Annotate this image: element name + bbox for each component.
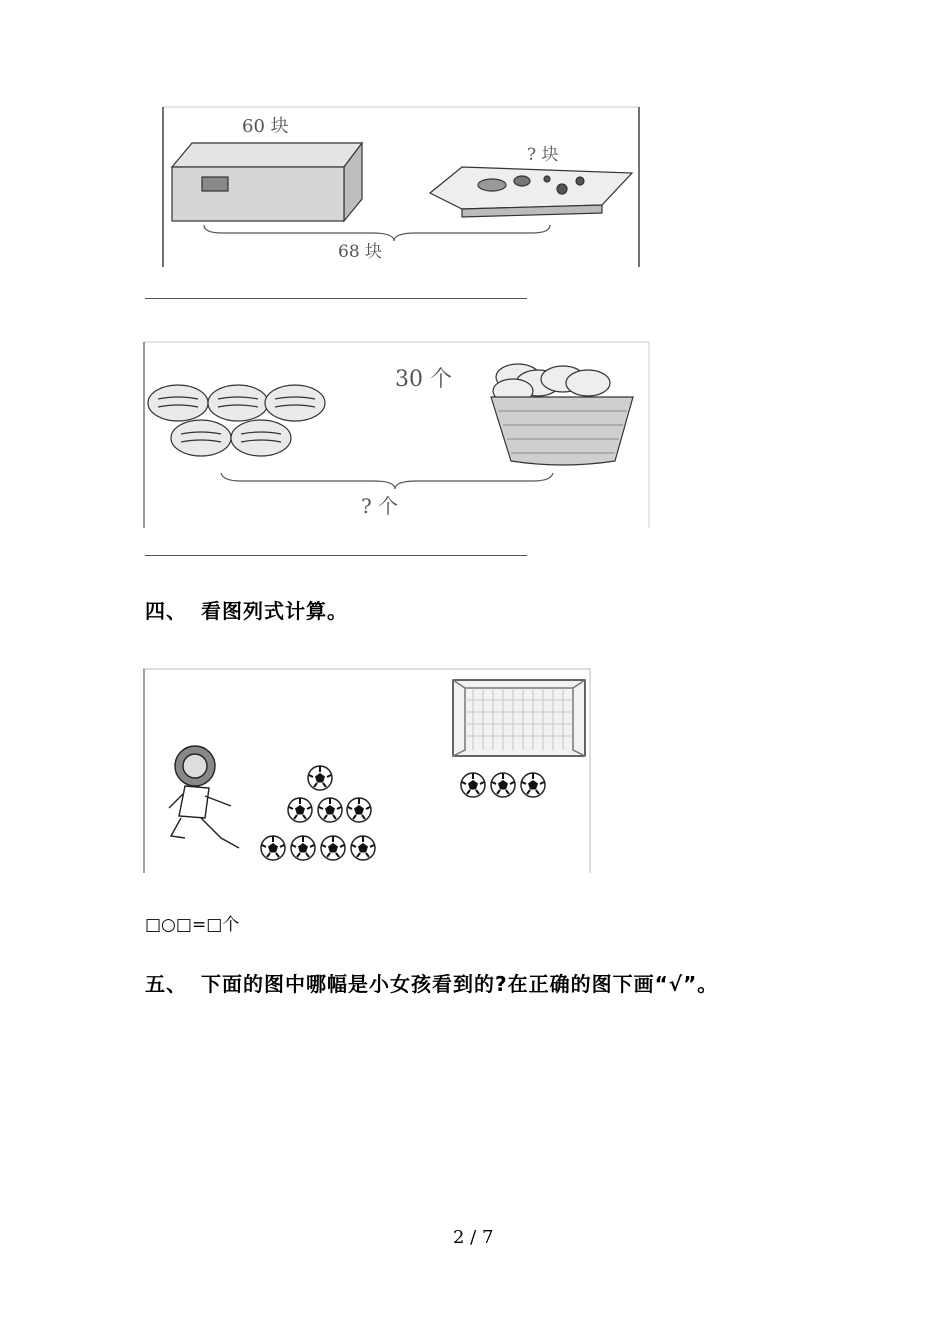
figure-soccer xyxy=(143,668,591,873)
section-4-heading xyxy=(145,595,348,624)
answer-line-1[interactable] xyxy=(145,298,527,299)
figure-soccer-drawing xyxy=(143,668,591,873)
total-quantity-label: ? 个 xyxy=(361,494,399,518)
figure-melons-basket xyxy=(143,341,650,528)
section-4-title: 看图列式计算。 xyxy=(201,599,348,623)
figure-melons-basket-drawing xyxy=(143,341,650,528)
total-brace xyxy=(204,225,550,241)
total-quantity-label: 68 块 xyxy=(338,242,383,262)
answer-line-2[interactable] xyxy=(145,555,527,556)
basket-quantity-label: 30 个 xyxy=(395,367,452,392)
section-4-number: 四、 xyxy=(145,599,187,623)
answer-formula[interactable]: □○□=□个 xyxy=(145,915,240,935)
page-number: 2 / 7 xyxy=(453,1227,494,1248)
loose-melons xyxy=(148,385,325,456)
box-illustration xyxy=(172,143,362,221)
balls-in-goal xyxy=(461,773,545,797)
total-brace xyxy=(221,473,553,489)
tray-quantity-label: ? 块 xyxy=(527,145,559,165)
figure-box-tray xyxy=(162,105,640,267)
ball-triangle xyxy=(261,766,375,860)
boy-kicking-icon xyxy=(169,746,239,848)
box-quantity-label: 60 块 xyxy=(242,116,289,137)
section-5-number: 五、 xyxy=(145,972,187,996)
section-5-title: 下面的图中哪幅是小女孩看到的?在正确的图下画“√”。 xyxy=(201,972,719,996)
tray-illustration xyxy=(430,167,632,217)
melon-basket xyxy=(491,364,633,465)
section-5-heading xyxy=(145,968,718,997)
soccer-goal-icon xyxy=(453,680,585,756)
figure-box-tray-drawing xyxy=(162,105,640,267)
